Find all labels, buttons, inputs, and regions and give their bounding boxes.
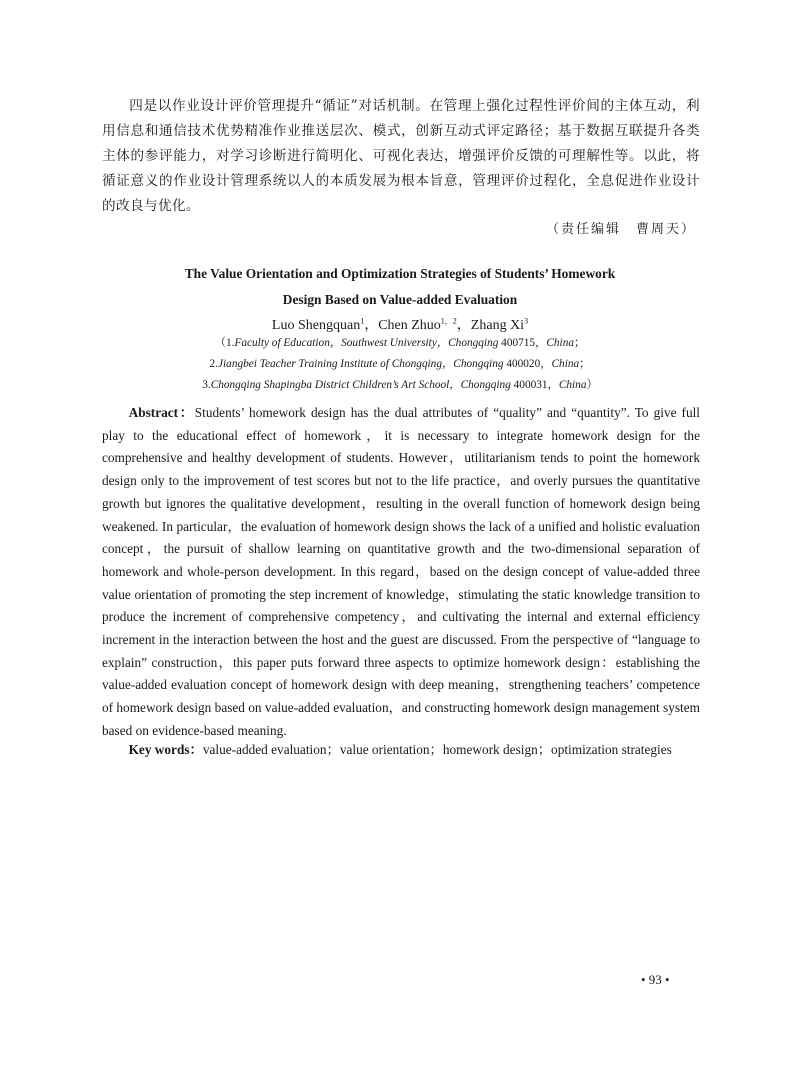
author-affil-mark: 3 [524, 316, 529, 326]
author-name: Chen Zhuo [378, 318, 441, 333]
title-line-1: The Value Orientation and Optimization Strategies of Students’ Homework [184, 266, 616, 281]
affiliation-institution: Faculty of Education，Southwest University，Chongqing [234, 337, 499, 349]
author-separator: ， [456, 318, 471, 333]
author-name: Luo Shengquan [271, 318, 361, 333]
author-name: Zhang Xi [470, 318, 525, 333]
english-title [100, 261, 700, 313]
affiliation-suffix: ； [579, 358, 591, 370]
affiliation-prefix: 2. [209, 358, 219, 370]
affiliation-postcode: 400031， [510, 379, 559, 391]
abstract-paragraph [102, 402, 700, 743]
affiliation-prefix: 3. [202, 379, 211, 391]
abstract-text: Students’ homework design has the dual attributes of “quality” and “quantity”. To give full play to the educational effect of homework，it is necessary to integrate homework design for the comprehensive and healthy development of students. However，utilitarianism tends to point the homework design only to the improvement of test scores but not to the life practice，and overly pursues the quantitative growth but ignores the qualitative development，resulting in the overall function of homework design being weakened. In particular，the evaluation of homework design shows the lack of a unified and holistic evaluation concept，the pursuit of shallow learning on quantitative growth and the two-dimensional separation of homework and whole-person development. In this regard，based on the design concept of value-added three value orientation of promoting the step increment of knowledge，stimulating the static knowledge transition to produce the increment of comprehensive competency，and cultivating the internal and external efficiency increment in the interaction between the host and the guest are discussed. From the perspective of “language to explain” construction，this paper puts forward three aspects to optimize homework design：establishing the value-added evaluation concept of homework design with deep meaning，strengthening teachers’ competence of homework design based on value-added evaluation，and constructing homework design management system based on evidence-based meaning. [102, 405, 700, 738]
affiliation-country: China [551, 358, 580, 370]
affiliation-line [100, 336, 700, 351]
page-number: • 93 • [641, 972, 670, 987]
keywords-label: Key words： [128, 742, 203, 757]
affiliation-line [100, 357, 700, 372]
affiliation-postcode: 400715， [498, 337, 547, 349]
affiliation-country: China [546, 337, 574, 349]
author-separator: ， [364, 318, 379, 333]
chinese-body-paragraph: 四是以作业设计评价管理提升“循证”对话机制。在管理上强化过程性评价间的主体互动，利用信息和通信技术优势精准作业推送层次、模式，创新互动式评定路径；基于数据互联提升各类主体的参评能力，对学习诊断进行简明化、可视化表达，增强评价反馈的可理解性等。以此，将循证意义的作业设计管理系统以人的本质发展为根本旨意，管理评价过程化，全息促进作业设计的改良与优化。 [102, 98, 700, 214]
affiliation-postcode: 400020， [503, 358, 552, 370]
author-affil-mark: 1 [360, 316, 365, 326]
keywords-text: value-added evaluation；value orientation；homework design；optimization strategies [202, 742, 672, 757]
affiliation-institution: Jiangbei Teacher Training Institute of Chongqing，Chongqing [218, 358, 504, 370]
affiliation-line [100, 378, 700, 393]
affiliation-prefix: （1. [214, 337, 235, 349]
abstract-label: Abstract： [128, 405, 195, 420]
affiliation-suffix: ） [586, 379, 598, 391]
keywords-paragraph [102, 739, 700, 761]
title-line-2: Design Based on Value-added Evaluation [282, 292, 518, 307]
responsible-editor-note: （责任编辑 曹周天） [545, 222, 696, 237]
affiliation-suffix: ； [574, 337, 586, 349]
author-affil-mark: 1，2 [440, 316, 457, 326]
author-line [100, 314, 700, 334]
affiliation-institution: Chongqing Shapingba District Children’s Art School，Chongqing [210, 379, 511, 391]
affiliation-country: China [558, 379, 587, 391]
